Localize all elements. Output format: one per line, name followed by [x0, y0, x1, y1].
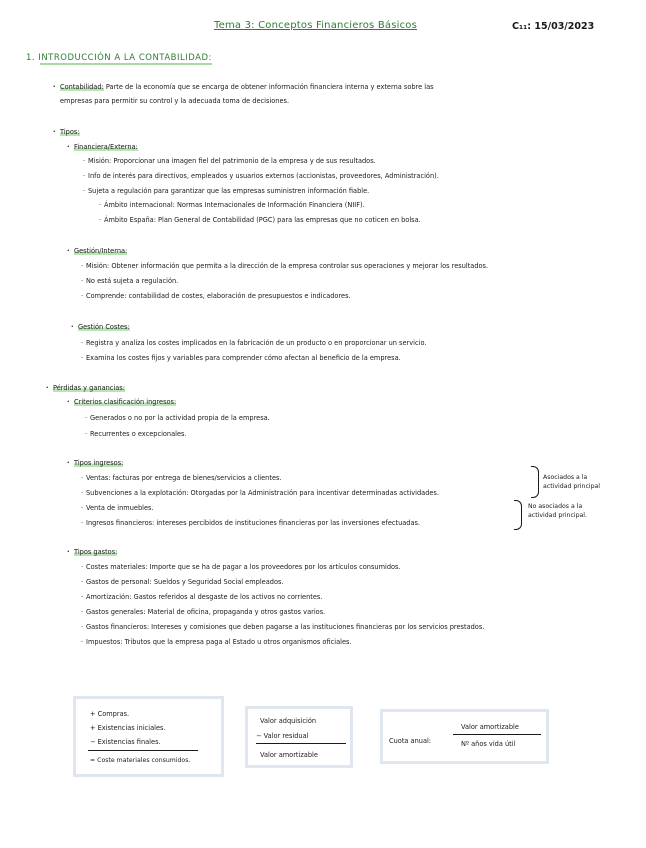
tipos-ingresos-heading	[74, 459, 123, 467]
gastos-item: · Costes materiales: Importe que se ha de pagar a los proveedores por los artículos consumidos.	[86, 563, 401, 571]
brace-no-asociados-label	[528, 502, 587, 520]
criterios-item: · Recurrentes o excepcionales.	[90, 430, 187, 438]
cuota-anual-label: Cuota anual:	[389, 737, 432, 745]
ingresos-item: · Ingresos financieros: intereses percibidos de instituciones financieras por las inversiones efectuadas.	[86, 519, 420, 527]
gestion-interna-heading	[74, 247, 127, 255]
section-heading: 1. INTRODUCCIÓN A LA CONTABILIDAD:	[26, 53, 212, 63]
perdidas-heading-text: Pérdidas y ganancias:	[53, 384, 125, 392]
gastos-item: · Amortización: Gastos referidos al desgaste de los activos no corrientes.	[86, 593, 322, 601]
gastos-item: · Gastos financieros: Intereses y comisiones que deben pagarse a las instituciones financieras por los servicios prestados.	[86, 623, 484, 631]
brace-no-asociados-line2: actividad principal.	[528, 512, 587, 519]
box2-line: − Valor residual	[256, 732, 309, 740]
gestion-costes-heading	[78, 323, 130, 331]
brace-asociados-label	[543, 473, 600, 491]
page-title: Tema 3: Conceptos Financieros Básicos	[214, 20, 418, 31]
brace-no-asociados	[514, 500, 522, 530]
brace-asociados	[531, 466, 539, 498]
gestion-interna-item: · Misión: Obtener información que permita a la dirección de la empresa controlar sus operaciones y mejorar los resultados.	[86, 262, 488, 270]
box1-divider	[88, 750, 198, 751]
ingresos-item: · Subvenciones a la explotación: Otorgadas por la Administración para incentivar determinadas actividades.	[86, 489, 439, 497]
gestion-interna-item: · Comprende: contabilidad de costes, elaboración de presupuestos e indicadores.	[86, 292, 351, 300]
tipos-ingresos-heading-text: Tipos ingresos:	[74, 459, 124, 467]
financiera-item: · Misión: Proporcionar una imagen fiel del patrimonio de la empresa y de sus resultados.	[88, 157, 376, 165]
financiera-heading	[74, 143, 138, 151]
financiera-heading-text: Financiera/Externa:	[74, 143, 138, 151]
brace-asociados-line2: actividad principal	[543, 483, 601, 490]
criterios-item: · Generados o no por la actividad propia de la empresa.	[90, 414, 270, 422]
tipos-gastos-heading-text: Tipos gastos:	[74, 548, 118, 556]
brace-no-asociados-line1: No asociados a la	[528, 503, 583, 510]
box2-divider	[256, 743, 346, 744]
cuota-anual-denominator: Nº años vida útil	[461, 740, 516, 748]
box1-line: + Existencias iniciales.	[90, 724, 166, 732]
tipos-gastos-heading	[74, 548, 117, 556]
box1-result: = Coste materiales consumidos.	[90, 757, 191, 764]
perdidas-heading	[53, 384, 125, 392]
gestion-costes-heading-text: Gestión Costes:	[78, 323, 130, 331]
box2-result: Valor amortizable	[260, 751, 318, 759]
box1-line: + Compras.	[90, 710, 130, 718]
contabilidad-line2: empresas para permitir su control y la adecuada toma de decisiones.	[60, 97, 290, 105]
fraction-bar	[453, 734, 541, 735]
ingresos-item: · Venta de inmuebles.	[86, 504, 154, 512]
financiera-subitem: · Ámbito internacional: Normas Internacionales de Información Financiera (NIIF).	[104, 201, 365, 209]
box2-line: Valor adquisición	[260, 717, 317, 725]
contabilidad-definition	[60, 83, 434, 91]
gastos-item: · Gastos de personal: Sueldos y Seguridad Social empleados.	[86, 578, 284, 586]
gestion-costes-item: · Examina los costes fijos y variables para comprender cómo afectan al beneficio de la empresa.	[86, 354, 401, 362]
financiera-subitem: · Ámbito España: Plan General de Contabilidad (PGC) para las empresas que no coticen en bolsa.	[104, 216, 421, 224]
ingresos-item: · Ventas: facturas por entrega de bienes/servicios a clientes.	[86, 474, 282, 482]
cuota-anual-numerator: Valor amortizable	[461, 723, 519, 731]
financiera-item: · Sujeta a regulación para garantizar que las empresas suministren información fiable.	[88, 187, 369, 195]
gastos-item: · Gastos generales: Material de oficina, propaganda y otros gastos varios.	[86, 608, 325, 616]
gastos-item: · Impuestos: Tributos que la empresa paga al Estado u otros organismos oficiales.	[86, 638, 352, 646]
criterios-heading-text: Criterios clasificación ingresos:	[74, 398, 177, 406]
tipos-heading	[60, 128, 80, 136]
cuota-anual-box	[380, 709, 549, 764]
valor-amortizable-box	[245, 706, 353, 768]
tipos-heading-text: Tipos:	[60, 128, 80, 136]
brace-asociados-line1: Asociados a la	[543, 474, 588, 481]
contabilidad-term: Contabilidad:	[60, 83, 104, 91]
contabilidad-line1: Parte de la economía que se encarga de obtener información financiera interna y externa sobre las	[105, 83, 434, 91]
gestion-interna-heading-text: Gestión/Interna:	[74, 247, 128, 255]
coste-materiales-box	[73, 696, 224, 777]
box1-line: − Existencias finales.	[90, 738, 161, 746]
date-label: C₁₁: 15/03/2023	[512, 21, 595, 32]
financiera-item: · Info de interés para directivos, empleados y usuarios externos (accionistas, proveedores, Administración).	[88, 172, 439, 180]
criterios-heading	[74, 398, 176, 406]
gestion-costes-item: · Registra y analiza los costes implicados en la fabricación de un producto o en proporcionar un servicio.	[86, 339, 426, 347]
gestion-interna-item: · No está sujeta a regulación.	[86, 277, 178, 285]
